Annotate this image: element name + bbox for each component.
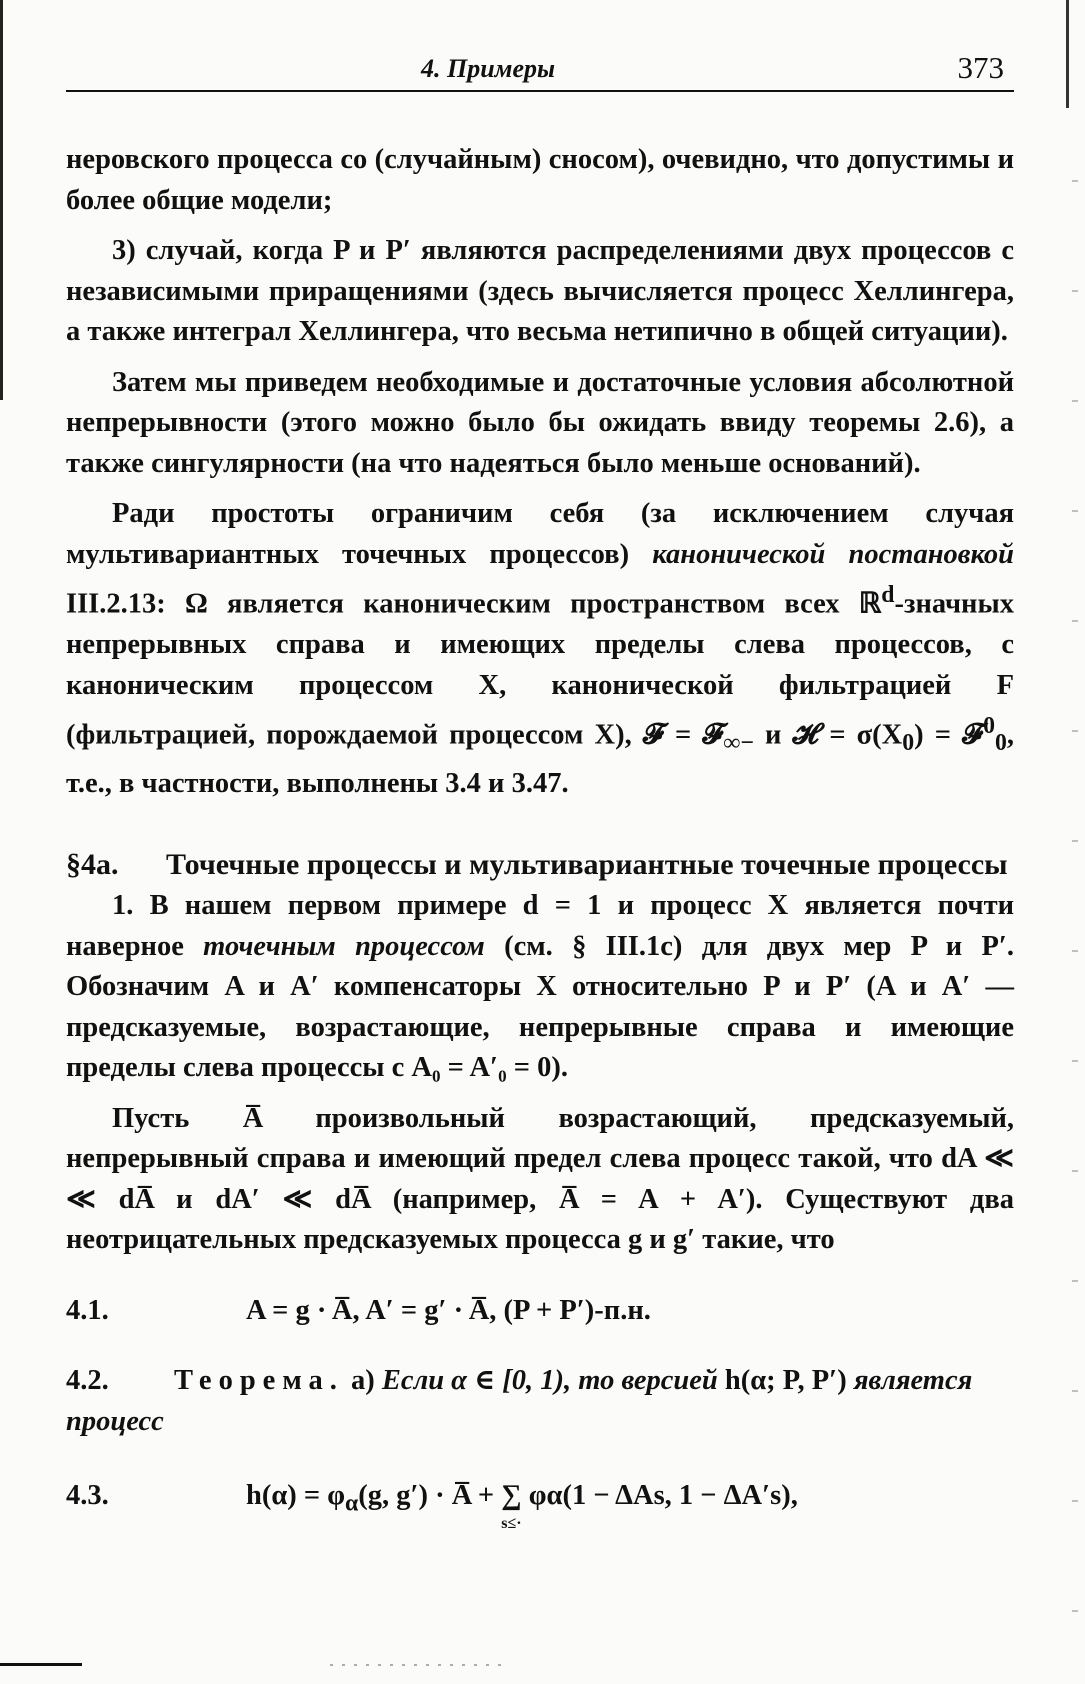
section-number: §4a. (66, 848, 119, 882)
text-run: и 𝓗 = σ(X (753, 719, 903, 751)
formula-4-3 (66, 1476, 1014, 1531)
superscript: d (881, 582, 895, 608)
sum-subscript: s≤· (501, 1514, 522, 1532)
formula-body: A = g · A̅, A′ = g′ · A̅, (P + P′)-п.н. (246, 1294, 651, 1326)
section-heading (66, 846, 1014, 884)
item-number: 1. (112, 890, 134, 922)
paragraph-4 (66, 494, 1014, 804)
emphasis: точечным процессом (203, 930, 485, 962)
text-run: h(α; P, P′) (717, 1365, 854, 1397)
page-number: 373 (957, 50, 1004, 85)
superscript: 0 (983, 713, 996, 739)
page-body (66, 140, 1014, 1561)
paragraph-1: неровского процесса со (случайным) сносом), очевидно, что допустимы и более общие модели; (66, 144, 1014, 216)
text-run: Ради простоты ограничим себя (за исключением случая мультивариантных точечных процессов) (66, 498, 1014, 570)
text-run: φα(1 − ΔAs, 1 − ΔA′s), (521, 1480, 798, 1512)
theorem-number: 4.2. (66, 1365, 109, 1397)
formula-number: 4.3. (66, 1480, 109, 1512)
emphasis: канонической постановкой (652, 538, 1014, 570)
formula-4-1 (66, 1291, 1014, 1332)
paragraph-6: Пусть A̅ произвольный возрастающий, предсказуемый, непрерывный справа и имеющий предел слева процесс такой, что dA ≪ ≪ dA̅ и dA′ ≪ dA̅ (например, A̅ = A + A′). Существуют два неотрицательных предсказуемых процесса g и g′ такие, что (66, 1102, 1014, 1256)
text-run: ) = 𝓕 (914, 719, 984, 751)
subscript: ∞− (723, 730, 754, 757)
scan-edge-marks (1072, 120, 1078, 1620)
theorem-4-2 (66, 1361, 1014, 1442)
page-header (66, 48, 1014, 92)
scan-edge-right (1066, 0, 1069, 108)
paragraph-3: Затем мы приведем необходимые и достаточные условия абсолютной непрерывности (этого можно было бы ожидать ввиду теоремы 2.6), а также сингулярности (на что надеяться было меньше оснований). (66, 366, 1014, 479)
subscript: 0 (995, 730, 1007, 757)
theorem-label: Теорема. (174, 1365, 344, 1397)
formula-body (246, 1476, 1014, 1531)
emphasis: Если α ∈ [0, 1), то версией (381, 1365, 718, 1397)
subscript: α (345, 1490, 359, 1517)
sum-symbol: ∑ (501, 1480, 522, 1512)
text-run: (g, g′) · A̅ + (358, 1480, 502, 1512)
subscript: 0 (902, 730, 915, 757)
formula-number: 4.1. (66, 1294, 109, 1326)
summation (501, 1476, 521, 1531)
text-run: h(α) = φ (246, 1480, 346, 1512)
running-title: 4. Примеры (421, 54, 556, 83)
paragraph-2: 3) случай, когда P и P′ являются распределениями двух процессов с независимыми приращениями (здесь вычисляется процесс Хеллингера, а также интеграл Хеллингера, что весьма нетипично в общей ситуации). (66, 235, 1014, 347)
text-run: , т.е., в частности, выполнены 3.4 и 3.47. (66, 719, 1015, 799)
text-run: III.2.13: Ω является каноническим пространством всех ℝ (66, 588, 882, 620)
text-run: (см. § III.1c) для двух мер P и P′. Обозначим A и A′ компенсаторы X относительно P и P′ (A и A′ — предсказуемые, возрастающие, непрерывные справа и имеющие пределы слева процессы с A₀ = A′₀ = 0). (66, 930, 1014, 1084)
scan-bottom-marks (330, 1664, 510, 1666)
section-title: Точечные процессы и мультивариантные точечные процессы (166, 848, 1008, 882)
paragraph-5 (66, 886, 1014, 1089)
scan-bottom-rule (0, 1663, 82, 1666)
header-rule (66, 90, 1014, 92)
text-run: a) (343, 1365, 382, 1397)
text-run: -значных непрерывных справа и имеющих пределы слева процессов, с каноническим процессом X, канонической фильтрацией F (фильтрацией, порождаемой процессом X), 𝓕 = 𝓕 (66, 588, 1014, 751)
scan-edge-left (0, 0, 3, 400)
emphasis: является процесс (66, 1365, 973, 1437)
text-run: В нашем первом примере d = 1 и процесс X является почти наверное (66, 890, 1014, 962)
